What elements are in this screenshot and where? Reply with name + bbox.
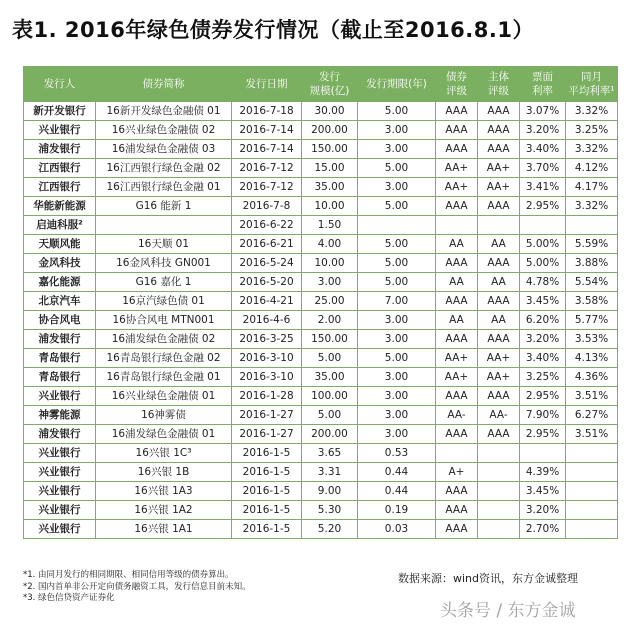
table-cell: 3.51% xyxy=(566,387,618,406)
table-cell: 4.00 xyxy=(302,235,358,254)
table-cell: 0.03 xyxy=(358,520,436,539)
table-cell: 7.00 xyxy=(358,292,436,311)
column-header xyxy=(520,67,566,102)
table-cell: 2016-3-25 xyxy=(232,330,302,349)
table-cell: 3.58% xyxy=(566,292,618,311)
table-cell: AAA xyxy=(436,520,478,539)
table-cell: 3.00 xyxy=(302,273,358,292)
table-cell: 3.41% xyxy=(520,178,566,197)
table-cell: 3.00 xyxy=(358,178,436,197)
table-cell: 2016-7-12 xyxy=(232,178,302,197)
table-row xyxy=(24,425,618,444)
column-header-line: 发行 xyxy=(319,71,340,83)
table-row xyxy=(24,501,618,520)
table-cell: 16兴银 1B xyxy=(96,463,232,482)
table-cell: 16浦发绿色金融债 02 xyxy=(96,330,232,349)
table-cell: 兴业银行 xyxy=(24,387,96,406)
table-cell: 5.00 xyxy=(358,349,436,368)
table-cell: AA+ xyxy=(478,159,520,178)
table-cell: 3.65 xyxy=(302,444,358,463)
table-cell: 2016-4-6 xyxy=(232,311,302,330)
table-cell: 兴业银行 xyxy=(24,444,96,463)
table-cell: 协合风电 xyxy=(24,311,96,330)
table-cell: 2.00 xyxy=(302,311,358,330)
table-cell: 2016-6-22 xyxy=(232,216,302,235)
table-cell: AA xyxy=(478,311,520,330)
data-source: 数据来源：wind资讯，东方金诚整理 xyxy=(398,572,579,585)
table-cell: AAA xyxy=(436,501,478,520)
table-cell: 青岛银行 xyxy=(24,349,96,368)
column-header-line: 平均利率¹ xyxy=(568,85,615,97)
table-cell: 2016-4-21 xyxy=(232,292,302,311)
table-cell: 100.00 xyxy=(302,387,358,406)
table-cell: 2016-6-21 xyxy=(232,235,302,254)
column-header xyxy=(24,67,96,102)
table-row xyxy=(24,197,618,216)
table-row xyxy=(24,330,618,349)
table-cell: 2016-7-8 xyxy=(232,197,302,216)
table-cell: 5.00 xyxy=(358,197,436,216)
table-row xyxy=(24,121,618,140)
table-cell: 兴业银行 xyxy=(24,520,96,539)
table-cell: 150.00 xyxy=(302,330,358,349)
table-cell: 4.13% xyxy=(566,349,618,368)
table-cell: 16青岛银行绿色金融 02 xyxy=(96,349,232,368)
green-bond-table xyxy=(23,66,618,539)
table-row xyxy=(24,216,618,235)
table-cell: 兴业银行 xyxy=(24,121,96,140)
table-cell: AA xyxy=(478,235,520,254)
table-body xyxy=(24,102,618,539)
table-cell: 16金风科技 GN001 xyxy=(96,254,232,273)
table-cell: AA+ xyxy=(478,178,520,197)
table-cell: 1.50 xyxy=(302,216,358,235)
table-cell: 金风科技 xyxy=(24,254,96,273)
table-cell: 兴业银行 xyxy=(24,501,96,520)
table-row xyxy=(24,349,618,368)
table-cell: 3.25% xyxy=(566,121,618,140)
table-cell: AAA xyxy=(478,330,520,349)
table-cell: AAA xyxy=(436,102,478,121)
table-cell: G16 能新 1 xyxy=(96,197,232,216)
table-cell: 神雾能源 xyxy=(24,406,96,425)
table-cell: 2016-1-5 xyxy=(232,501,302,520)
table-cell: 5.30 xyxy=(302,501,358,520)
table-cell: AA+ xyxy=(436,159,478,178)
table-cell: 2016-1-28 xyxy=(232,387,302,406)
table-cell: 2016-1-5 xyxy=(232,444,302,463)
table-row xyxy=(24,273,618,292)
table-row xyxy=(24,235,618,254)
table-cell: 5.00% xyxy=(520,254,566,273)
table-cell: 2.70% xyxy=(520,520,566,539)
column-header-line: 发行人 xyxy=(43,78,76,90)
table-cell: 3.40% xyxy=(520,349,566,368)
table-cell: 3.70% xyxy=(520,159,566,178)
column-header xyxy=(566,67,618,102)
column-header xyxy=(358,67,436,102)
table-cell xyxy=(520,444,566,463)
table-cell: 3.25% xyxy=(520,368,566,387)
table-cell xyxy=(478,463,520,482)
table-cell: 4.36% xyxy=(566,368,618,387)
table-cell: AAA xyxy=(436,425,478,444)
table-cell xyxy=(478,444,520,463)
footnotes xyxy=(23,570,251,605)
table-cell: 30.00 xyxy=(302,102,358,121)
table-cell: 5.77% xyxy=(566,311,618,330)
table-cell xyxy=(358,216,436,235)
table-cell: 2016-3-10 xyxy=(232,368,302,387)
table-cell: 16京汽绿色债 01 xyxy=(96,292,232,311)
table-cell: 2016-1-5 xyxy=(232,463,302,482)
table-cell: AA+ xyxy=(436,178,478,197)
table-cell: AA+ xyxy=(436,368,478,387)
table-row xyxy=(24,254,618,273)
table-row xyxy=(24,159,618,178)
table-cell: 200.00 xyxy=(302,121,358,140)
table-cell: 3.00 xyxy=(358,368,436,387)
table-cell: 16江西银行绿色金融 02 xyxy=(96,159,232,178)
footnote-1: *1. 由同月发行的相同期限、相同信用等级的债券算出。 xyxy=(23,570,234,580)
table-cell: 4.12% xyxy=(566,159,618,178)
table-cell: 25.00 xyxy=(302,292,358,311)
table-cell: 3.51% xyxy=(566,425,618,444)
table-cell: 5.00 xyxy=(302,349,358,368)
table-cell: 5.00 xyxy=(358,235,436,254)
table-row xyxy=(24,482,618,501)
table-cell: 0.53 xyxy=(358,444,436,463)
table-row xyxy=(24,140,618,159)
table-cell: 兴业银行 xyxy=(24,482,96,501)
table-cell: AAA xyxy=(478,292,520,311)
table-title: 表1. 2016年绿色债券发行情况（截止至2016.8.1） xyxy=(12,18,534,42)
table-cell: 3.20% xyxy=(520,121,566,140)
table-cell xyxy=(566,463,618,482)
table-cell: 3.45% xyxy=(520,292,566,311)
column-header xyxy=(478,67,520,102)
table-cell: 7.90% xyxy=(520,406,566,425)
table-cell: 5.00 xyxy=(358,273,436,292)
table-cell: 16江西银行绿色金融 01 xyxy=(96,178,232,197)
table-cell: 新开发银行 xyxy=(24,102,96,121)
table-cell xyxy=(566,520,618,539)
table-cell: 6.20% xyxy=(520,311,566,330)
table-cell: 兴业银行 xyxy=(24,463,96,482)
table-cell: 16兴业绿色金融债 02 xyxy=(96,121,232,140)
column-header-line: 发行日期 xyxy=(245,78,288,90)
table-cell xyxy=(478,501,520,520)
table-cell: 4.17% xyxy=(566,178,618,197)
table-cell xyxy=(566,444,618,463)
table-cell: 16浦发绿色金融债 01 xyxy=(96,425,232,444)
table-cell: 5.00% xyxy=(520,235,566,254)
table-cell: AAA xyxy=(478,140,520,159)
column-header xyxy=(302,67,358,102)
table-cell: 3.20% xyxy=(520,501,566,520)
table-cell: AAA xyxy=(478,425,520,444)
watermark: 头条号 / 东方金诚 xyxy=(440,601,576,621)
table-row xyxy=(24,102,618,121)
table-cell: 5.59% xyxy=(566,235,618,254)
table-cell: 0.44 xyxy=(358,463,436,482)
table-row xyxy=(24,406,618,425)
column-header-line: 债券 xyxy=(446,71,467,83)
table-cell: AAA xyxy=(436,330,478,349)
table-cell: AA+ xyxy=(478,368,520,387)
table-cell: AAA xyxy=(478,121,520,140)
table-cell: AA- xyxy=(478,406,520,425)
table-cell: AA xyxy=(478,273,520,292)
table-cell: 16青岛银行绿色金融 01 xyxy=(96,368,232,387)
table-cell: 5.00 xyxy=(358,159,436,178)
column-header-line: 同月 xyxy=(581,71,602,83)
table-cell: AAA xyxy=(478,102,520,121)
table-cell: 16兴银 1A2 xyxy=(96,501,232,520)
table-cell: 2016-1-5 xyxy=(232,520,302,539)
table-cell: 16浦发绿色金融债 03 xyxy=(96,140,232,159)
table-cell: 16兴业绿色金融债 01 xyxy=(96,387,232,406)
table-cell xyxy=(96,216,232,235)
table-cell: 16神雾债 xyxy=(96,406,232,425)
table-cell: 浦发银行 xyxy=(24,425,96,444)
table-cell: 浦发银行 xyxy=(24,330,96,349)
table-row xyxy=(24,444,618,463)
table-cell: 浦发银行 xyxy=(24,140,96,159)
footnote-3: *3. 绿色信贷资产证券化 xyxy=(23,593,115,603)
table-cell: 2016-5-20 xyxy=(232,273,302,292)
table-cell: 3.00 xyxy=(358,140,436,159)
column-header xyxy=(232,67,302,102)
footnote-2: *2. 国内首单非公开定向债务融资工具，发行信息目前未知。 xyxy=(23,581,251,592)
header-row xyxy=(24,67,618,102)
table-cell: 3.07% xyxy=(520,102,566,121)
table-cell: 4.78% xyxy=(520,273,566,292)
table-cell: AAA xyxy=(478,254,520,273)
table-cell: 10.00 xyxy=(302,254,358,273)
table-cell: 3.00 xyxy=(358,406,436,425)
table-cell: AA xyxy=(436,311,478,330)
table-cell xyxy=(566,482,618,501)
table-cell: 2.95% xyxy=(520,387,566,406)
table-cell: 3.00 xyxy=(358,121,436,140)
table-cell: AA+ xyxy=(436,349,478,368)
table-cell: 天顺风能 xyxy=(24,235,96,254)
table-cell: AA xyxy=(436,273,478,292)
column-header-line: 评级 xyxy=(488,85,509,97)
table-cell: 9.00 xyxy=(302,482,358,501)
table-cell: AAA xyxy=(436,292,478,311)
table-cell: 6.27% xyxy=(566,406,618,425)
table-cell: 3.00 xyxy=(358,330,436,349)
column-header-line: 规模(亿) xyxy=(309,85,350,97)
table-cell: 2016-1-5 xyxy=(232,482,302,501)
table-row xyxy=(24,463,618,482)
table-cell: 2016-3-10 xyxy=(232,349,302,368)
column-header-line: 发行期限(年) xyxy=(366,78,427,90)
column-header xyxy=(436,67,478,102)
table-cell: 2.95% xyxy=(520,197,566,216)
table-cell xyxy=(436,444,478,463)
table-cell: 0.44 xyxy=(358,482,436,501)
table-cell xyxy=(566,501,618,520)
table-cell: 16协合风电 MTN001 xyxy=(96,311,232,330)
table-cell: AAA xyxy=(436,482,478,501)
table-cell: 2016-7-18 xyxy=(232,102,302,121)
table-cell: 3.31 xyxy=(302,463,358,482)
table-cell: 华能新能源 xyxy=(24,197,96,216)
table-cell: AAA xyxy=(436,140,478,159)
table-cell: 5.00 xyxy=(302,406,358,425)
table-cell: 5.54% xyxy=(566,273,618,292)
table-cell: 2.95% xyxy=(520,425,566,444)
table-cell: AAA xyxy=(436,387,478,406)
table-cell: AAA xyxy=(478,197,520,216)
table-cell: 启迪科服² xyxy=(24,216,96,235)
table-cell: 150.00 xyxy=(302,140,358,159)
table-cell: 2016-1-27 xyxy=(232,406,302,425)
table-row xyxy=(24,292,618,311)
table-cell: 3.40% xyxy=(520,140,566,159)
table-cell: 5.00 xyxy=(358,102,436,121)
table-row xyxy=(24,178,618,197)
table-cell: 16兴银 1A3 xyxy=(96,482,232,501)
table-cell: 16新开发绿色金融债 01 xyxy=(96,102,232,121)
table-cell: 嘉化能源 xyxy=(24,273,96,292)
table-cell: 江西银行 xyxy=(24,159,96,178)
table-cell: 2016-5-24 xyxy=(232,254,302,273)
table-cell: 15.00 xyxy=(302,159,358,178)
table-cell: 江西银行 xyxy=(24,178,96,197)
table-row xyxy=(24,387,618,406)
table-cell: 5.00 xyxy=(358,254,436,273)
table-cell: 4.39% xyxy=(520,463,566,482)
table-cell: 35.00 xyxy=(302,368,358,387)
table-cell xyxy=(436,216,478,235)
table-cell: 2016-7-14 xyxy=(232,140,302,159)
table-cell: G16 嘉化 1 xyxy=(96,273,232,292)
table-cell: 16天顺 01 xyxy=(96,235,232,254)
table-cell: 3.00 xyxy=(358,311,436,330)
table-cell xyxy=(520,216,566,235)
table-cell: 3.88% xyxy=(566,254,618,273)
table-cell xyxy=(478,520,520,539)
table-cell: 200.00 xyxy=(302,425,358,444)
table-row xyxy=(24,520,618,539)
table-cell: 3.45% xyxy=(520,482,566,501)
table-row xyxy=(24,311,618,330)
table-row xyxy=(24,368,618,387)
table-cell xyxy=(478,482,520,501)
table-cell: AAA xyxy=(478,387,520,406)
table-cell: 2016-7-12 xyxy=(232,159,302,178)
table-cell: 3.53% xyxy=(566,330,618,349)
column-header-line: 利率 xyxy=(532,85,553,97)
table-cell: 16兴银 1A1 xyxy=(96,520,232,539)
table-cell: AA+ xyxy=(478,349,520,368)
table-cell: 3.00 xyxy=(358,387,436,406)
table-cell xyxy=(478,216,520,235)
table-cell: AAA xyxy=(436,197,478,216)
table-cell: AA- xyxy=(436,406,478,425)
table-cell: 3.00 xyxy=(358,425,436,444)
column-header-line: 票面 xyxy=(532,71,553,83)
table-cell: 3.32% xyxy=(566,140,618,159)
column-header xyxy=(96,67,232,102)
table-cell xyxy=(566,216,618,235)
table-cell: 5.20 xyxy=(302,520,358,539)
table-cell: 10.00 xyxy=(302,197,358,216)
column-header-line: 债券简称 xyxy=(142,78,185,90)
table-cell: 2016-1-27 xyxy=(232,425,302,444)
table-cell: AAA xyxy=(436,254,478,273)
table-cell: 35.00 xyxy=(302,178,358,197)
table-cell: 3.20% xyxy=(520,330,566,349)
column-header-line: 评级 xyxy=(446,85,467,97)
table-cell: 北京汽车 xyxy=(24,292,96,311)
column-header-line: 主体 xyxy=(488,71,509,83)
table-cell: 0.19 xyxy=(358,501,436,520)
table-cell: 16兴银 1C³ xyxy=(96,444,232,463)
table-cell: AA xyxy=(436,235,478,254)
table-cell: 青岛银行 xyxy=(24,368,96,387)
table-cell: AAA xyxy=(436,121,478,140)
table-cell: 3.32% xyxy=(566,197,618,216)
table-cell: 3.32% xyxy=(566,102,618,121)
table-cell: A+ xyxy=(436,463,478,482)
table-cell: 2016-7-14 xyxy=(232,121,302,140)
